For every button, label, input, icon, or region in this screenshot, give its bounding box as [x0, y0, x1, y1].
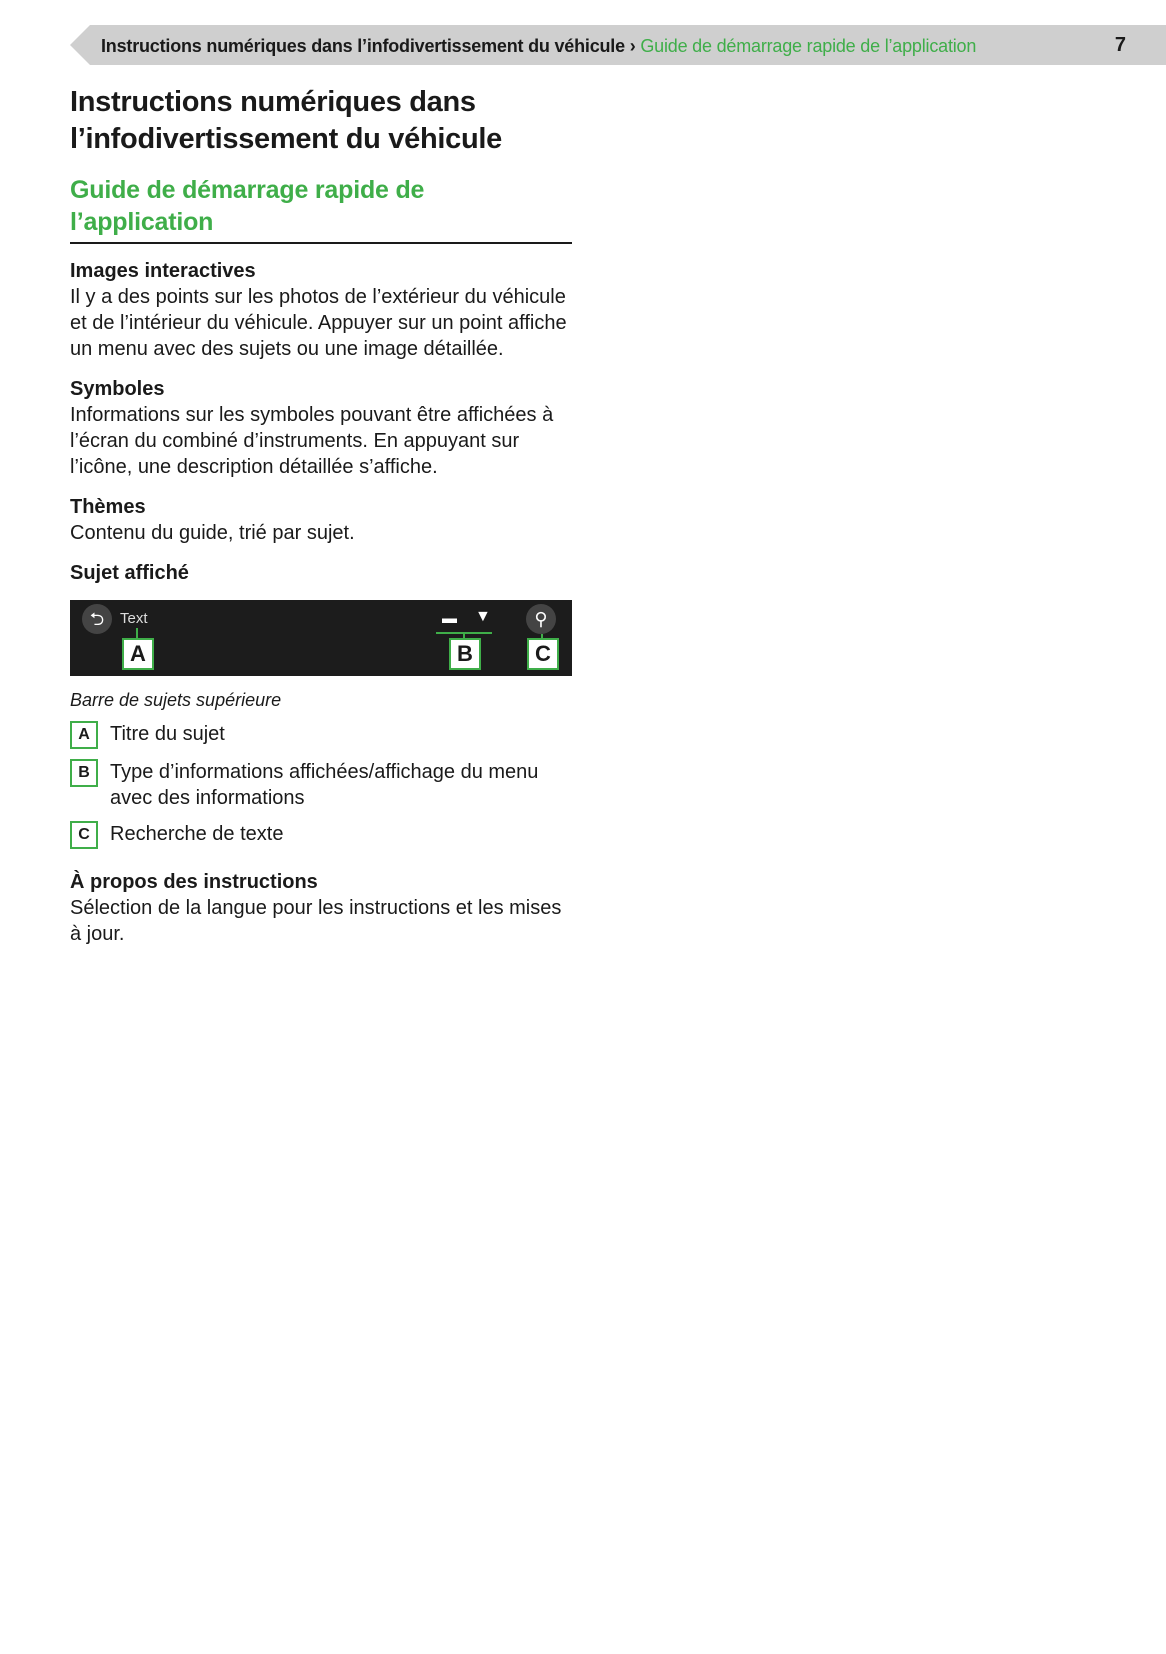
- legend-key: B: [70, 759, 98, 787]
- section-interactive-images: [70, 258, 572, 362]
- section-text: Sélection de la langue pour les instructions et les mises à jour.: [70, 897, 562, 945]
- breadcrumb-section: Guide de démarrage rapide de l’application: [640, 36, 977, 56]
- legend-key: C: [70, 821, 98, 849]
- dropdown-triangle-icon: ▼: [475, 608, 491, 625]
- section-text: Il y a des points sur les photos de l’extérieur du véhicule et de l’intérieur du véhicule. Appuyer sur un point affiche un menu avec des sujets ou une image détaillée.: [70, 286, 567, 360]
- legend-item: [70, 759, 572, 811]
- legend-item: [70, 721, 572, 749]
- topic-text: Text: [120, 610, 148, 627]
- page-number: 7: [1114, 34, 1126, 56]
- section-heading: Images interactives: [70, 260, 256, 282]
- breadcrumb-separator: ›: [629, 36, 636, 56]
- back-icon: ⮌: [82, 604, 112, 634]
- legend-key: A: [70, 721, 98, 749]
- section-heading: Thèmes: [70, 496, 146, 518]
- breadcrumb: [101, 35, 1061, 57]
- section-symbols: [70, 376, 572, 480]
- legend-item: [70, 821, 572, 849]
- page-title: Instructions numériques dans l’infodivertissement du véhicule: [70, 86, 502, 155]
- label-b: B: [449, 638, 481, 670]
- section-heading: Sujet affiché: [70, 562, 189, 584]
- label-a: A: [122, 638, 154, 670]
- search-icon: ⚲: [526, 604, 556, 634]
- legend-text: Type d’informations affichées/affichage du menu avec des informations: [110, 761, 539, 809]
- section-text: Contenu du guide, trié par sujet.: [70, 522, 355, 544]
- section-displayed-topic: [70, 560, 572, 586]
- topic-bar-figure: [70, 600, 572, 676]
- breadcrumb-chapter: Instructions numériques dans l’infodivertissement du véhicule: [101, 36, 625, 56]
- section-heading: Symboles: [70, 378, 165, 400]
- section-about: [70, 869, 572, 947]
- info-type-icon: ▬: [442, 610, 457, 627]
- section-themes: [70, 494, 572, 546]
- label-c: C: [527, 638, 559, 670]
- section-title: Guide de démarrage rapide de l’application: [70, 174, 572, 244]
- legend-text: Titre du sujet: [110, 723, 225, 745]
- legend-text: Recherche de texte: [110, 823, 284, 845]
- figure-caption: Barre de sujets supérieure: [70, 690, 282, 710]
- section-heading: À propos des instructions: [70, 871, 318, 893]
- content-column: [70, 84, 572, 947]
- section-text: Informations sur les symboles pouvant être affichées à l’écran du combiné d’instruments. En appuyant sur l’icône, une description détaillée s’affiche.: [70, 404, 554, 478]
